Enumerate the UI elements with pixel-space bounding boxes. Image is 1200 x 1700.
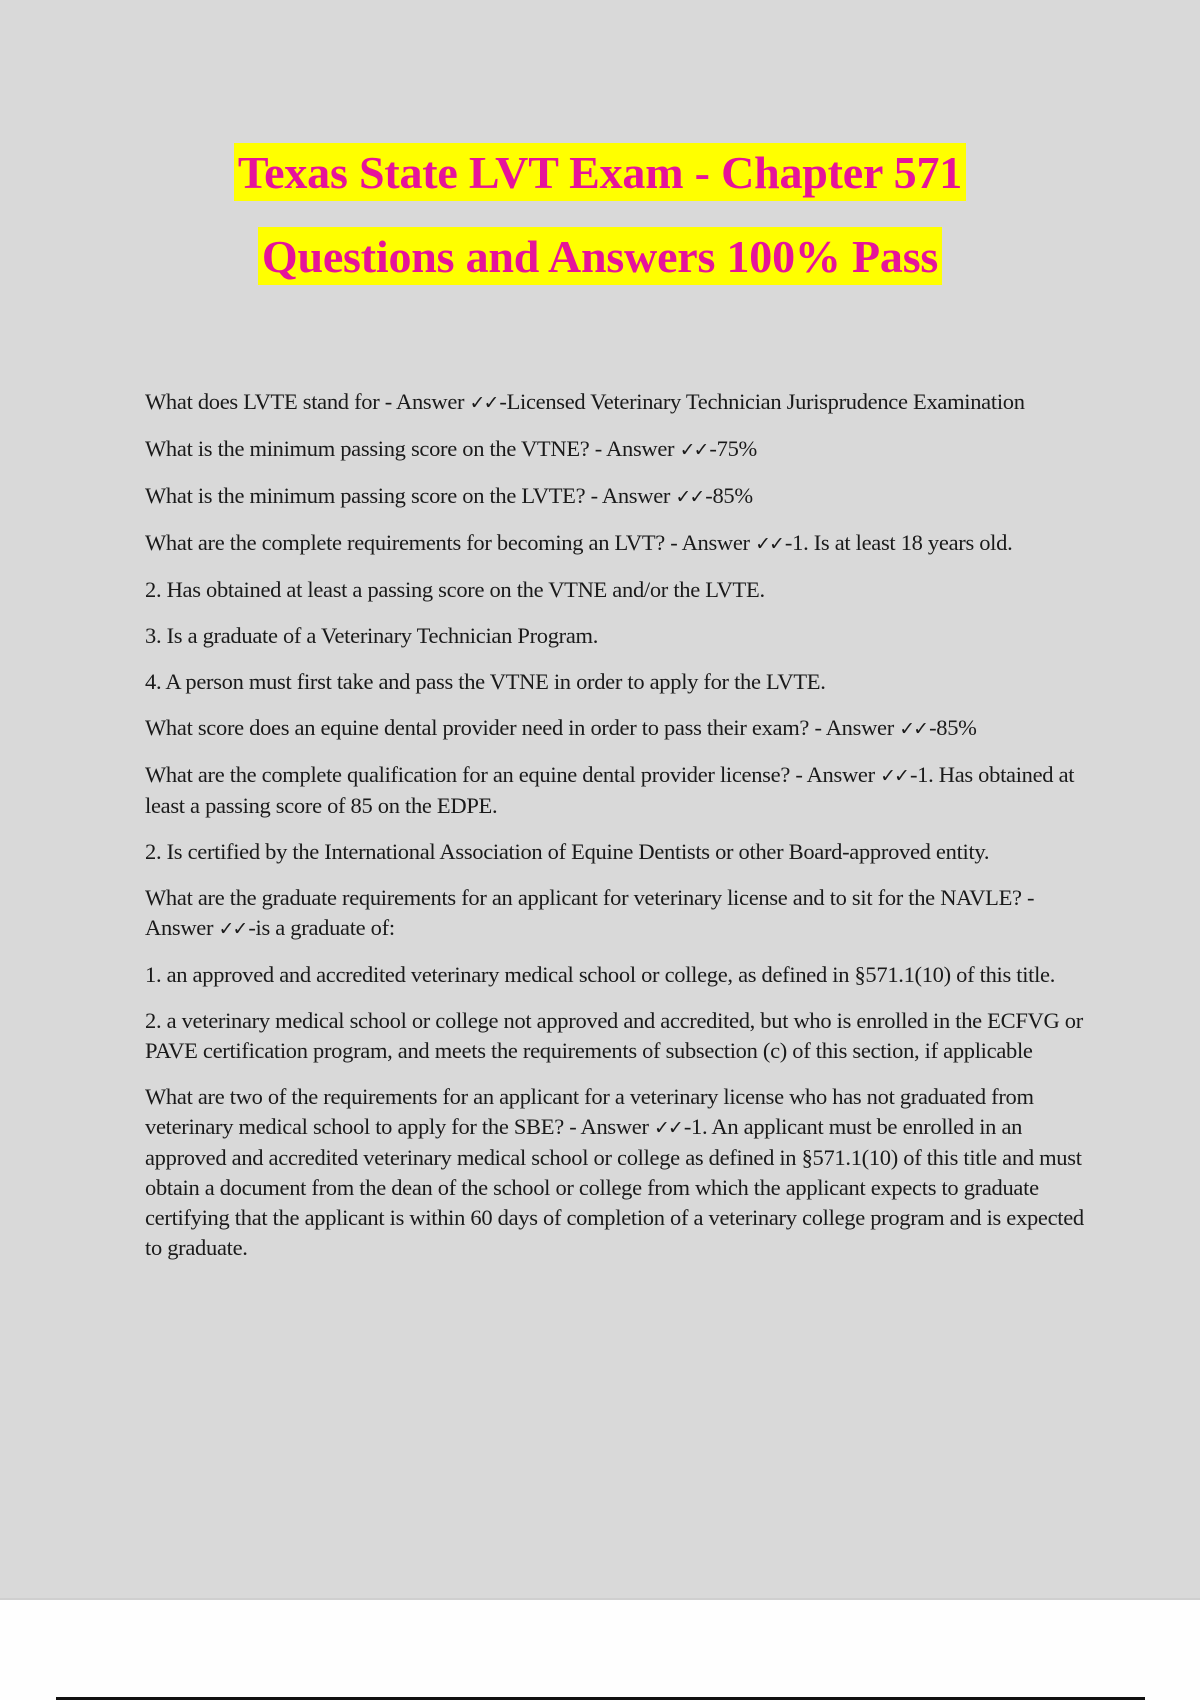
answer-label: Answer <box>825 715 894 740</box>
qa-content <box>145 387 1090 1279</box>
list-item: 4. A person must first take and pass the VTNE in order to apply for the LVTE. <box>145 669 826 694</box>
answer-text: -1. An applicant must be enrolled in an approved and accredited veterinary medical school or college as defined in §571.1(10) of this title and must obtain a document from the dean of the school or college from which the applicant expects to graduate certifying that the applicant is within 60 days of completion of a veterinary college program and is expected to graduate. <box>145 1114 1084 1260</box>
qa-item <box>145 1082 1090 1263</box>
question-text: What are two of the requirements for an applicant for a veterinary license who has not graduated from veterinary medical school to apply for the SBE? - <box>145 1084 1034 1139</box>
answer-label: Answer <box>681 530 750 555</box>
question-text: What does LVTE stand for - <box>145 389 397 414</box>
answer-text: -85% <box>705 483 753 508</box>
qa-item <box>145 713 1090 744</box>
question-text: What is the minimum passing score on the VTNE? - <box>145 436 607 461</box>
answer-label: Answer <box>396 389 465 414</box>
answer-text: -Licensed Veterinary Technician Jurisprudence Examination <box>499 389 1025 414</box>
qa-item <box>145 387 1090 418</box>
title-line-2: Questions and Answers 100% Pass <box>258 227 942 285</box>
question-text: What are the graduate requirements for an applicant for veterinary license and to sit for the NAVLE? - <box>145 885 1035 910</box>
double-check-icon: ✓✓ <box>755 533 783 555</box>
qa-item <box>145 760 1090 821</box>
list-item: 2. Has obtained at least a passing score on the VTNE and/or the LVTE. <box>145 577 765 602</box>
answer-text: -85% <box>929 715 977 740</box>
answer-label: Answer <box>606 436 675 461</box>
question-text: What are the complete qualification for an equine dental provider license? - <box>145 762 807 787</box>
question-text: What is the minimum passing score on the LVTE? - <box>145 483 602 508</box>
answer-text: -1. Has obtained at least a passing score of 85 on the EDPE. <box>145 762 1075 818</box>
qa-item <box>145 883 1090 944</box>
question-text: What score does an equine dental provider need in order to pass their exam? - <box>145 715 826 740</box>
answer-label: Answer <box>601 483 671 508</box>
double-check-icon: ✓✓ <box>469 392 498 414</box>
answer-label: Answer <box>145 915 214 940</box>
double-check-icon: ✓✓ <box>675 486 704 508</box>
double-check-icon: ✓✓ <box>679 439 708 461</box>
qa-item <box>145 481 1090 512</box>
double-check-icon: ✓✓ <box>899 718 928 740</box>
list-item: 3. Is a graduate of a Veterinary Technician Program. <box>145 623 599 648</box>
qa-item <box>145 434 1090 465</box>
qa-item <box>145 528 1090 559</box>
double-check-icon: ✓✓ <box>218 918 247 940</box>
double-check-icon: ✓✓ <box>880 765 908 787</box>
document-title <box>0 143 1200 285</box>
answer-text: -1. Is at least 18 years old. <box>784 530 1013 555</box>
list-item: 2. Is certified by the International Association of Equine Dentists or other Board-approved entity. <box>145 839 990 864</box>
answer-label: Answer <box>806 762 875 787</box>
answer-label: Answer <box>580 1114 649 1139</box>
list-item: 2. a veterinary medical school or college not approved and accredited, but who is enrolled in the ECFVG or PAVE certification program, and meets the requirements of subsection (c) of this section, if applicable <box>145 1008 1083 1063</box>
title-line-1: Texas State LVT Exam - Chapter 571 <box>234 143 966 201</box>
answer-text: -is a graduate of: <box>248 915 395 940</box>
answer-text: -75% <box>709 436 757 461</box>
double-check-icon: ✓✓ <box>654 1117 682 1139</box>
list-item: 1. an approved and accredited veterinary medical school or college, as defined in §571.1(10) of this title. <box>145 962 1056 987</box>
question-text: What are the complete requirements for becoming an LVT? - <box>145 530 682 555</box>
